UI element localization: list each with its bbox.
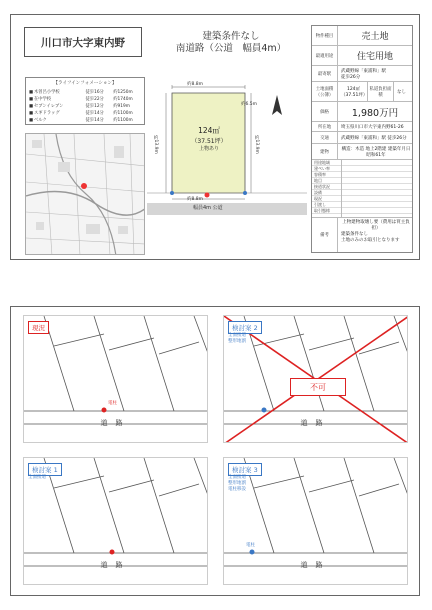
panel-sub-labels: 全面接道	[28, 475, 46, 480]
facility-row: ■ ベルク 徒歩14分 約1100m	[29, 118, 133, 123]
condition-line-1: 建築条件なし	[202, 31, 260, 42]
panel-sub-labels: 全面接道 整形地割 電柱移設	[228, 475, 246, 492]
facility-row: ■ スギドラッグ 徒歩14分 約1100m	[29, 111, 133, 116]
building-conditions	[151, 31, 311, 55]
road-label: 道路	[300, 419, 331, 427]
facility-row: ■ 木曽呂小学校 徒歩16分 約1250m	[29, 90, 133, 95]
layout-study-sheet	[10, 306, 420, 596]
road-label: 道路	[100, 561, 131, 569]
property-flyer-sheet	[10, 14, 420, 260]
panel-plan-1	[23, 457, 208, 585]
area-map	[25, 133, 145, 255]
dim-top: 約8.8m	[187, 82, 204, 87]
spec-building-row: 建物 構造：木造 地上2階建 建築年月日 昭和61年	[312, 144, 412, 160]
spec-station-row: 最寄駅 武蔵野線「東浦和」駅 徒歩26分	[312, 66, 412, 82]
road-width-label: 幅員4m 公道	[193, 205, 223, 211]
spec-type-row: 物件種目 売土地	[312, 26, 412, 46]
panel-plan-2	[223, 315, 408, 443]
dim-corner: 約6.5m	[241, 102, 258, 107]
panel-tag: 検討案 3	[228, 463, 262, 476]
pole-label: 電柱	[246, 543, 255, 548]
panel-tag: 検討案 2	[228, 321, 262, 334]
panel-plan-3	[223, 457, 408, 585]
pole-label: 電柱	[108, 401, 117, 406]
panel-tag: 現況	[28, 321, 49, 334]
dim-bottom: 約8.8m	[187, 197, 204, 202]
north-arrow-icon	[272, 95, 282, 115]
info-title: 【ライフインフォメーション】	[53, 81, 117, 86]
property-location-marker	[81, 183, 87, 189]
spec-remarks-row: 備考 上物建物取壊し要（費用は買主負担） 建築条件なし 土地のみのお取引となります	[312, 218, 412, 252]
road-label: 道路	[100, 419, 131, 427]
road-label: 道路	[300, 561, 331, 569]
rejected-stamp: 不可	[290, 378, 346, 396]
spec-address-row: 所在地 埼玉県川口市大字東内野61-26	[312, 122, 412, 132]
dim-left: 約13.9m	[153, 135, 158, 154]
panel-tag: 検討案 1	[28, 463, 62, 476]
condition-line-2: 南道路（公道 幅員4m）	[175, 43, 287, 54]
facility-row: ■ セブンイレブン 徒歩12分 約919m	[29, 104, 130, 109]
location-title: 川口市大字東内野	[24, 27, 142, 57]
lot-plan	[147, 75, 307, 215]
dim-right: 約13.9m	[254, 135, 259, 154]
spec-area-row: 土地面積（公簿） 124㎡（37.51坪） 私道負担面積 なし	[312, 82, 412, 102]
panel-current	[23, 315, 208, 443]
spec-details-block: 用途地域 建ぺい率 容積率 地目 接道状況 設備 現況 引渡し 取引態様	[312, 160, 412, 218]
utility-pole-marker	[205, 193, 210, 198]
spec-traffic-row: 交通 武蔵野線「東浦和」駅 徒歩26分	[312, 132, 412, 144]
spec-table	[311, 25, 413, 253]
facility-row: ■ 在中学校 徒歩22分 約1740m	[29, 97, 133, 102]
life-information-box	[25, 77, 145, 125]
spec-use-row: 最適用途 住宅用地	[312, 46, 412, 66]
plot-area-label: 124㎡ （37.51坪） 上物あり	[191, 126, 227, 152]
spec-price-row: 価格 1,980万円	[312, 102, 412, 122]
panel-sub-labels: 全面接道 整形地割	[228, 333, 246, 344]
